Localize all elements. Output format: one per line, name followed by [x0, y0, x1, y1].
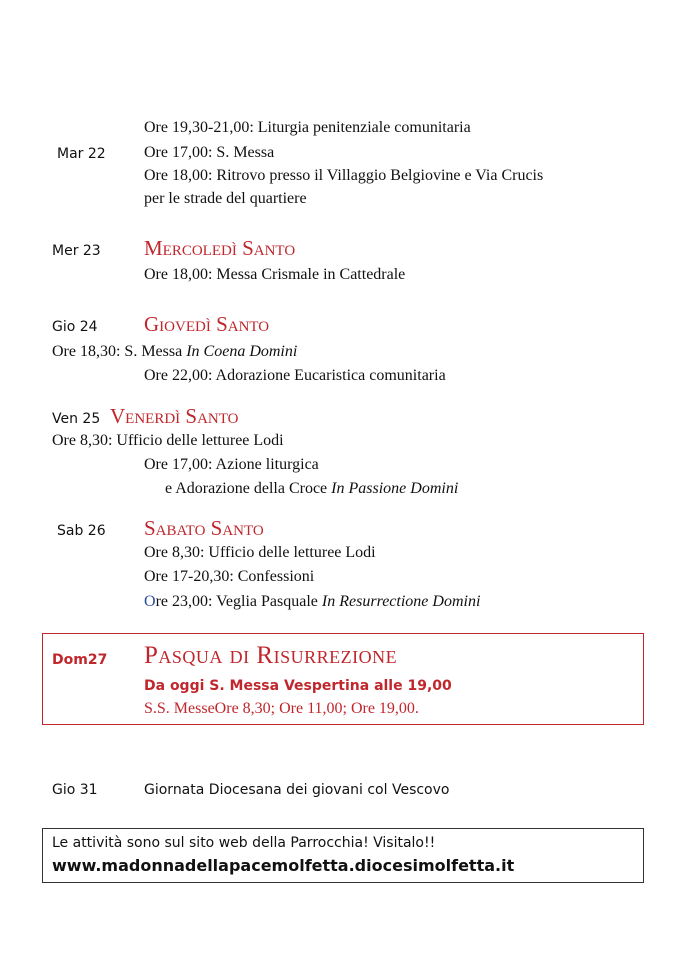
footer-text: Le attività sono sul sito web della Parrocchia! Visitalo!! — [52, 835, 436, 851]
dom27-title: Pasqua di Risurrezione — [144, 642, 398, 669]
ven25-line-1: Ore 8,30: Ufficio delle letturee Lodi — [52, 432, 284, 449]
gio24-title: Giovedì Santo — [144, 312, 270, 336]
mar22-line-4: per le strade del quartiere — [144, 190, 307, 207]
ven25-title: Venerdì Santo — [110, 404, 239, 428]
sab26-line-3 — [144, 592, 480, 612]
sab26-line-3-initial: O — [144, 593, 156, 610]
sab26-title: Sabato Santo — [144, 516, 264, 540]
gio24-line-2: Ore 22,00: Adorazione Eucaristica comunitaria — [144, 367, 446, 384]
ven25-line-3-text: e Adorazione della Croce — [165, 480, 332, 497]
mer23-line-1: Ore 18,00: Messa Crismale in Cattedrale — [144, 266, 406, 283]
dom27-day: Dom27 — [52, 652, 108, 668]
sab26-line-3-italic: In Resurrectione Domini — [321, 593, 481, 610]
mar22-day: Mar 22 — [57, 146, 106, 162]
gio24-line-1-italic: In Coena Domini — [186, 343, 298, 360]
ven25-line-3 — [165, 479, 458, 499]
mer23-day: Mer 23 — [52, 243, 101, 259]
sab26-line-2: Ore 17-20,30: Confessioni — [144, 568, 315, 585]
gio31-text: Giornata Diocesana dei giovani col Vescovo — [144, 782, 450, 798]
mar22-line-3: Ore 18,00: Ritrovo presso il Villaggio Belgiovine e Via Crucis — [144, 167, 544, 184]
website-link[interactable]: www.madonnadellapacemolfetta.diocesimolfetta.it — [52, 856, 515, 875]
gio24-line-1-text: Ore 18,30: S. Messa — [52, 343, 187, 360]
gio24-day: Gio 24 — [52, 319, 98, 335]
ven25-day: Ven 25 — [52, 411, 101, 427]
sab26-line-3-text: re 23,00: Veglia Pasquale — [155, 593, 322, 610]
gio24-line-1 — [52, 342, 297, 362]
mar22-line-1: Ore 19,30-21,00: Liturgia penitenziale comunitaria — [144, 119, 471, 136]
dom27-line-2: S.S. MesseOre 8,30; Ore 11,00; Ore 19,00. — [144, 700, 419, 717]
gio31-day: Gio 31 — [52, 782, 98, 798]
mar22-line-2: Ore 17,00: S. Messa — [144, 144, 275, 161]
dom27-line-1: Da oggi S. Messa Vespertina alle 19,00 — [144, 678, 452, 694]
sab26-day: Sab 26 — [57, 523, 106, 539]
ven25-line-3-italic: In Passione Domini — [331, 480, 459, 497]
mer23-title: Mercoledì Santo — [144, 236, 296, 260]
sab26-line-1: Ore 8,30: Ufficio delle letturee Lodi — [144, 544, 376, 561]
ven25-line-2: Ore 17,00: Azione liturgica — [144, 456, 319, 473]
